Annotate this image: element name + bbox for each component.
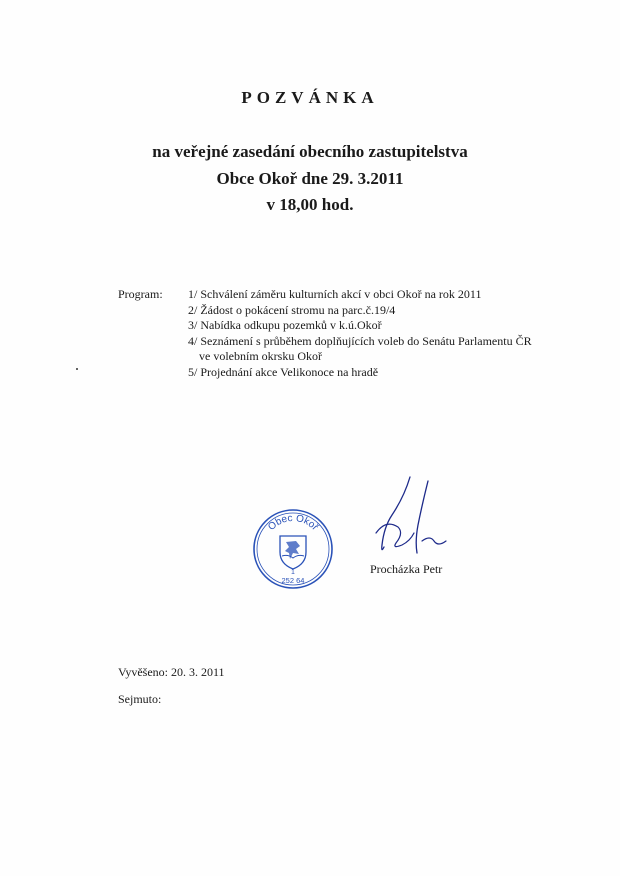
program-list [188,287,532,380]
stray-dot [76,368,78,370]
posted-date: Vyvěšeno: 20. 3. 2011 [118,665,225,679]
subtitle-time: v 18,00 hod. [266,195,354,214]
program-label: Program: [118,287,163,301]
program-item-4: 4/ Seznámení s průběhem doplňujících voleb do Senátu Parlamentu ČR [188,333,532,348]
municipal-stamp [252,508,334,590]
program-item-2: 2/ Žádost o pokácení stromu na parc.č.19/4 [188,302,396,317]
stamp-number: 1 [291,569,295,576]
removed-date: Sejmuto: [118,692,162,706]
handwritten-signature [370,475,450,560]
program-item-1: 1/ Schválení záměru kulturních akcí v obci Okoř na rok 2011 [188,287,482,301]
subtitle-meeting: na veřejné zasedání obecního zastupitelstva [152,142,468,161]
coat-of-arms-icon [280,536,306,569]
document-title: POZVÁNKA [241,88,379,107]
program-item-5: 5/ Projednání akce Velikonoce na hradě [188,364,379,379]
program-item-4-continuation: ve volebním okrsku Okoř [199,349,322,363]
subtitle-date: Obce Okoř dne 29. 3.2011 [216,169,404,188]
program-item-3: 3/ Nabídka odkupu pozemků v k.ú.Okoř [188,318,382,332]
signer-name: Procházka Petr [370,562,443,576]
stamp-text: Obec Okoř [266,512,321,533]
stamp-postcode: 252 64 [281,576,305,585]
